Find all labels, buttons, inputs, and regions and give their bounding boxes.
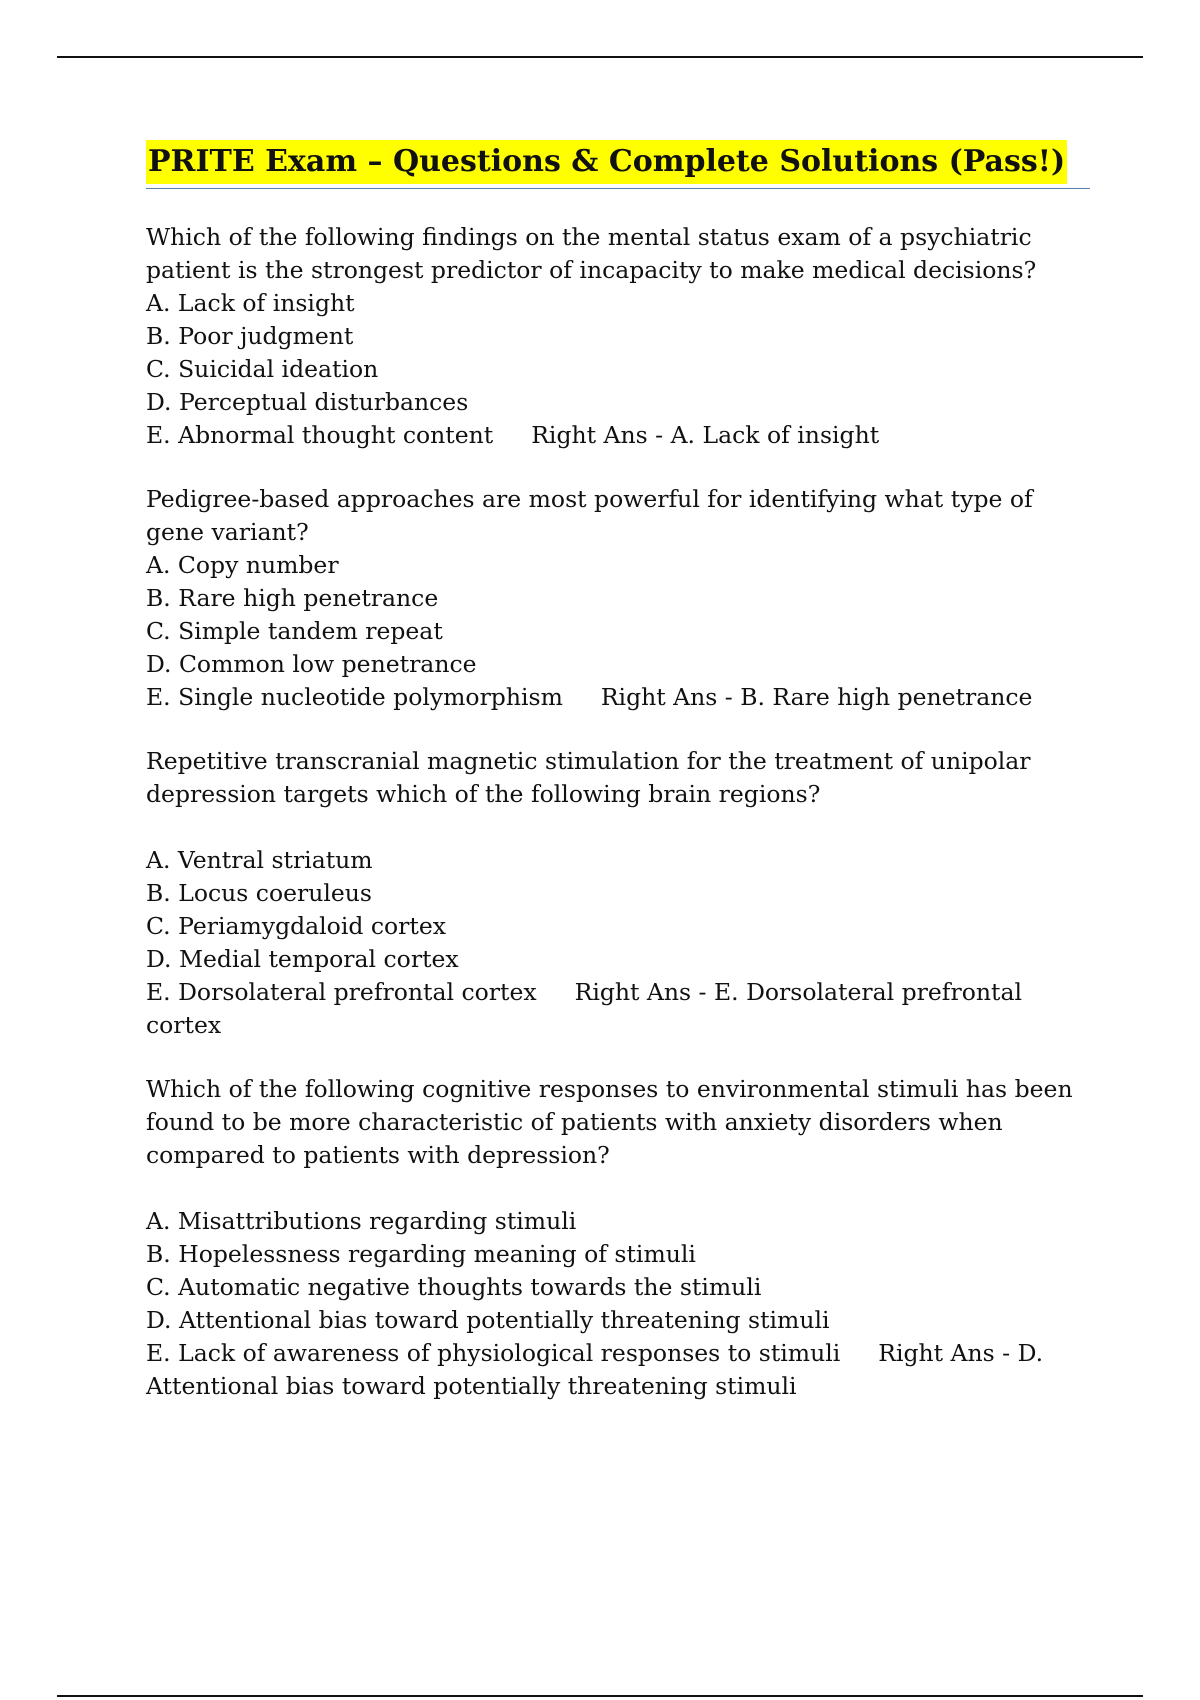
question-text: Repetitive transcranial magnetic stimulation for the treatment of unipolar depression targets which of the following brain regions? [146,747,1031,808]
question-block [146,483,1090,714]
answer-option: B. Locus coeruleus [146,879,372,907]
answer-option: D. Common low penetrance [146,650,477,678]
answer-option: C. Automatic negative thoughts towards the stimuli [146,1273,762,1301]
answer-option: E. Lack of awareness of physiological responses to stimuli [146,1339,841,1367]
answer-option: A. Ventral striatum [146,846,373,874]
question-text: Which of the following cognitive responses to environmental stimuli has been found to be more characteristic of patients with anxiety disorders when compared to patients with depression? [146,1075,1073,1169]
bottom-rule [57,1695,1143,1697]
answer-option: D. Medial temporal cortex [146,945,459,973]
question-block [146,745,1090,1042]
last-option-line [146,681,1090,714]
right-answer: Right Ans - D. Attentional bias toward potentially threatening stimuli [146,1339,1044,1400]
last-option-line [146,976,1090,1042]
top-rule [57,56,1143,58]
right-answer: Right Ans - E. Dorsolateral prefrontal cortex [146,978,1022,1039]
document-title: PRITE Exam – Questions & Complete Solutions (Pass!) [146,140,1067,184]
last-option-line [146,419,1090,452]
question-block [146,1073,1090,1403]
answer-option: C. Simple tandem repeat [146,617,443,645]
answer-option: A. Misattributions regarding stimuli [146,1207,577,1235]
answer-option: E. Dorsolateral prefrontal cortex [146,978,537,1006]
question-text: Pedigree-based approaches are most powerful for identifying what type of gene variant? [146,485,1033,546]
answer-option: B. Poor judgment [146,322,354,350]
answer-option: E. Single nucleotide polymorphism [146,683,563,711]
right-answer: Right Ans - B. Rare high penetrance [600,683,1033,711]
answer-option: D. Attentional bias toward potentially threatening stimuli [146,1306,830,1334]
answer-option: C. Periamygdaloid cortex [146,912,447,940]
question-block [146,221,1090,452]
title-block [146,140,1090,189]
answer-option: B. Hopelessness regarding meaning of stimuli [146,1240,696,1268]
document-body [146,140,1090,1434]
question-text: Which of the following findings on the mental status exam of a psychiatric patient is the strongest predictor of incapacity to make medical decisions? [146,223,1037,284]
answer-option: B. Rare high penetrance [146,584,439,612]
last-option-line [146,1337,1090,1403]
answer-option: C. Suicidal ideation [146,355,379,383]
answer-option: A. Copy number [146,551,339,579]
answer-option: A. Lack of insight [146,289,355,317]
answer-option: D. Perceptual disturbances [146,388,469,416]
answer-option: E. Abnormal thought content [146,421,494,449]
right-answer: Right Ans - A. Lack of insight [531,421,880,449]
